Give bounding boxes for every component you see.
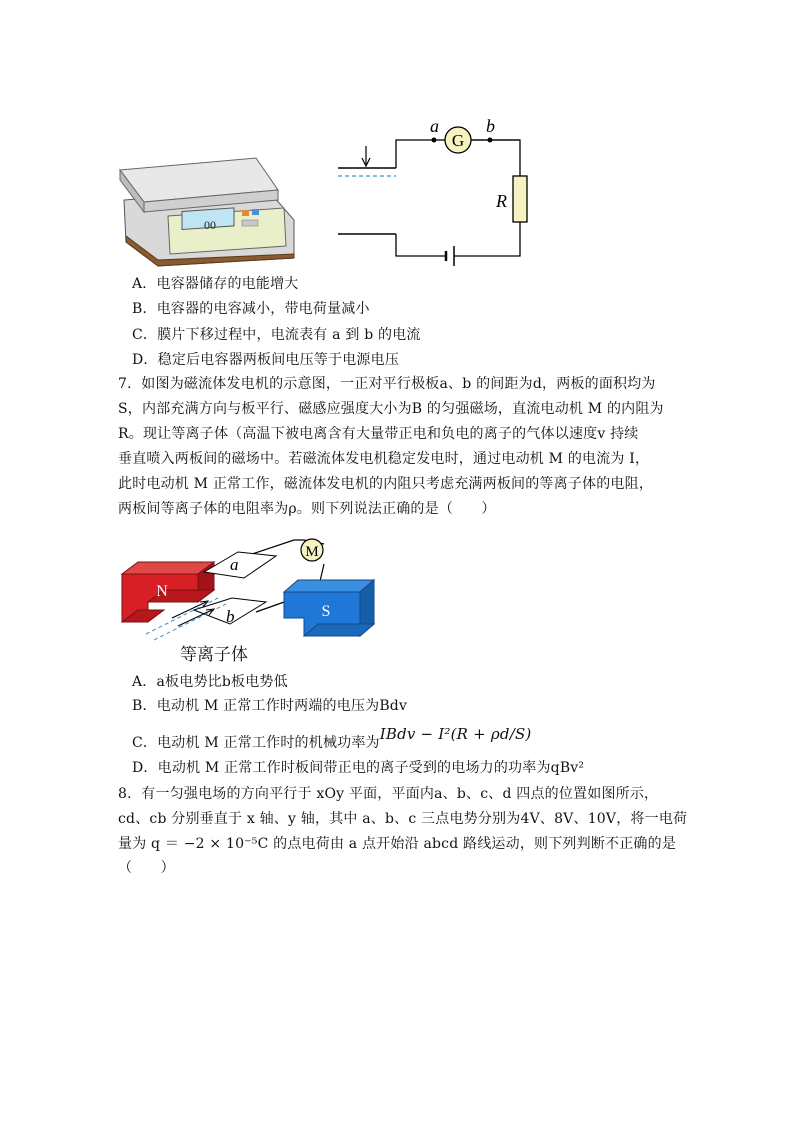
q8-stem-line-1: 8．有一匀强电场的方向平行于 xOy 平面，平面内a、b、c、d 四点的位置如图所示，: [118, 786, 659, 802]
point-b-label: b: [486, 116, 495, 136]
plate-b-label: b: [226, 607, 235, 626]
q6-option-d: D．稳定后电容器两板间电压等于电源电压: [132, 352, 400, 368]
q7-option-b: B．电动机 M 正常工作时两端的电压为Bdv: [132, 698, 408, 714]
q7-option-a: A．a板电势比b板电势低: [132, 674, 288, 690]
q6-option-c: C．膜片下移过程中，电流表有 a 到 b 的电流: [132, 327, 421, 343]
q6-option-a: A．电容器储存的电能增大: [132, 276, 299, 292]
q7-option-c-text: C．电动机 M 正常工作时的机械功率为: [132, 735, 380, 751]
q7-stem-line-1: 7．如图为磁流体发电机的示意图，一正对平行极板a、b 的间距为d，两板的面积均为: [118, 376, 656, 392]
mhd-generator-figure: [118, 532, 398, 667]
q7-stem-line-2: S，内部充满方向与板平行、磁感应强度大小为B 的匀强磁场，直流电动机 M 的内阻为: [118, 401, 664, 417]
q6-option-b: B．电容器的电容减小，带电荷量减小: [132, 301, 370, 317]
magnet-s-label: S: [321, 603, 331, 620]
q7-stem-line-4: 垂直喷入两板间的磁场中。若磁流体发电机稳定发电时，通过电动机 M 的电流为 I，: [118, 451, 650, 467]
q7-option-c-formula: IBdv − I²(R + ρd/S): [379, 725, 532, 743]
motor-label: M: [305, 544, 319, 560]
electronic-scale-figure: [118, 150, 298, 270]
scale-display-value: 00: [204, 218, 216, 232]
q7-option-c: [132, 725, 532, 753]
magnet-n-label: N: [156, 583, 168, 600]
q7-stem-line-6: 两板间等离子体的电阻率为ρ。则下列说法正确的是（ ）: [118, 501, 496, 517]
resistor: [513, 176, 527, 222]
q7-stem-line-3: R。现让等离子体（高温下被电离含有大量带正电和负电的离子的气体以速度v 持续: [118, 426, 639, 442]
point-a-label: a: [430, 116, 439, 136]
q7-stem-line-5: 此时电动机 M 正常工作，磁流体发电机的内阻只考虑充满两板间的等离子体的电阻，: [118, 476, 654, 492]
capacitor-circuit-figure: [330, 112, 550, 272]
plasma-caption: 等离子体: [180, 645, 248, 665]
galvanometer-label: G: [451, 131, 465, 150]
q8-stem-line-3: 量为 q ＝ −2 × 10⁻⁵C 的点电荷由 a 点开始沿 abcd 路线运动，则下列判断不正确的是: [118, 836, 677, 852]
q7-option-d: D．电动机 M 正常工作时板间带正电的离子受到的电场力的功率为qBv²: [132, 760, 585, 776]
resistor-label: R: [496, 191, 507, 211]
plate-a-label: a: [230, 555, 239, 574]
q8-stem-line-4: （ ）: [118, 860, 175, 876]
q8-stem-line-2: cd、cb 分别垂直于 x 轴、y 轴，其中 a、b、c 三点电势分别为4V、8V、10V，将一电荷: [118, 811, 688, 827]
